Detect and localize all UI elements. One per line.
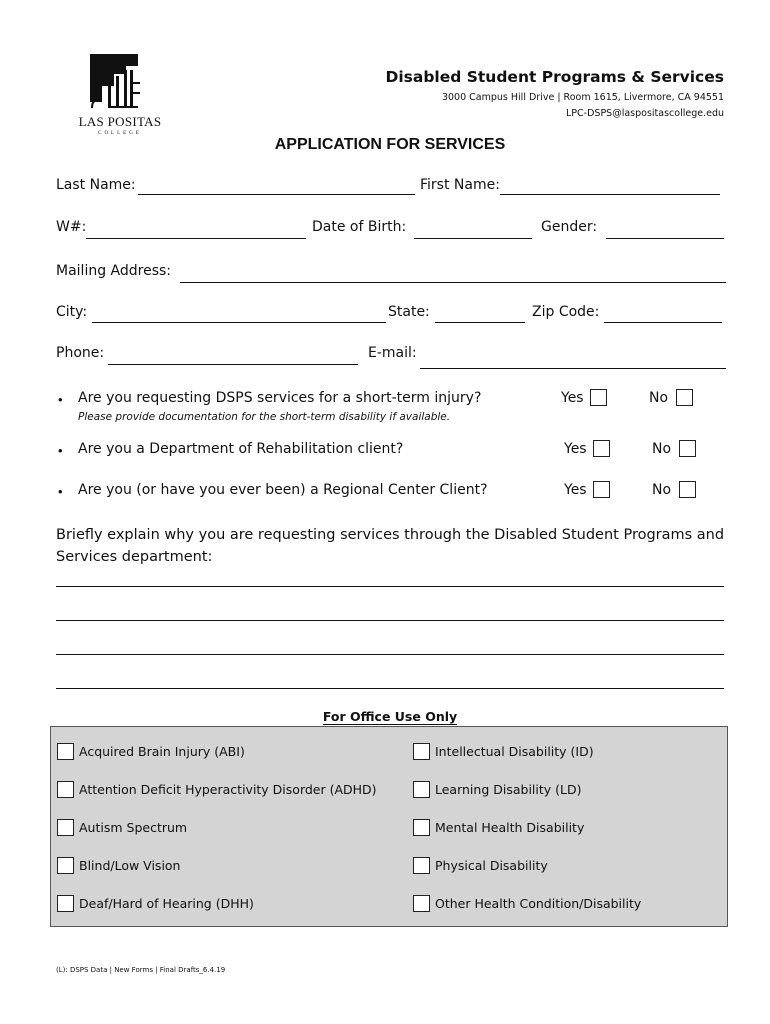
city-label: City: [56, 304, 88, 320]
q3-yes-checkbox[interactable] [593, 481, 610, 498]
id-label: Intellectual Disability (ID) [435, 744, 594, 759]
dhh-label: Deaf/Hard of Hearing (DHH) [79, 896, 254, 911]
question-short-term-injury: Are you requesting DSPS services for a short-term injury? [78, 390, 482, 406]
explanation-line[interactable] [56, 586, 724, 587]
email-label: E-mail: [368, 345, 417, 361]
gender-field[interactable] [606, 238, 724, 239]
explanation-line[interactable] [56, 688, 724, 689]
form-title: APPLICATION FOR SERVICES [274, 136, 506, 153]
phone-field[interactable] [108, 364, 358, 365]
explanation-line[interactable] [56, 620, 724, 621]
no-label: No [649, 390, 669, 406]
no-label: No [652, 482, 672, 498]
zip-field[interactable] [604, 322, 722, 323]
other-health-checkbox[interactable] [413, 895, 430, 912]
first-name-label: First Name: [420, 177, 500, 193]
question-bullet: • [58, 392, 63, 407]
question-bullet: • [58, 484, 63, 499]
other-health-label: Other Health Condition/Disability [435, 896, 642, 911]
ld-checkbox[interactable] [413, 781, 430, 798]
explanation-line[interactable] [56, 654, 724, 655]
state-label: State: [388, 304, 430, 320]
q2-no-checkbox[interactable] [679, 440, 696, 457]
mental-health-checkbox[interactable] [413, 819, 430, 836]
logo-mark-icon [68, 52, 172, 114]
dob-field[interactable] [414, 238, 532, 239]
question-short-term-note: Please provide documentation for the short-term disability if available. [78, 411, 451, 423]
q3-no-checkbox[interactable] [679, 481, 696, 498]
q1-yes-checkbox[interactable] [590, 389, 607, 406]
dob-label: Date of Birth: [312, 219, 407, 235]
q1-no-checkbox[interactable] [676, 389, 693, 406]
mental-health-label: Mental Health Disability [435, 820, 585, 835]
id-checkbox[interactable] [413, 743, 430, 760]
office-use-title [0, 709, 770, 724]
ld-label: Learning Disability (LD) [435, 782, 582, 797]
autism-label: Autism Spectrum [79, 820, 188, 835]
adhd-checkbox[interactable] [57, 781, 74, 798]
department-email: LPC-DSPS@laspositascollege.edu [566, 108, 724, 119]
zip-label: Zip Code: [532, 304, 600, 320]
w-number-label: W#: [56, 219, 87, 235]
physical-label: Physical Disability [435, 858, 548, 873]
last-name-field[interactable] [138, 194, 415, 195]
w-number-field[interactable] [86, 238, 306, 239]
city-field[interactable] [92, 322, 386, 323]
email-field[interactable] [420, 368, 726, 369]
autism-checkbox[interactable] [57, 819, 74, 836]
mailing-address-label: Mailing Address: [56, 263, 172, 279]
yes-label: Yes [564, 441, 587, 457]
question-regional-center: Are you (or have you ever been) a Regional Center Client? [78, 482, 488, 498]
state-field[interactable] [435, 322, 525, 323]
gender-label: Gender: [541, 219, 598, 235]
logo-name: LAS POSITAS [78, 114, 162, 129]
blind-label: Blind/Low Vision [79, 858, 181, 873]
footer-note: (L): DSPS Data | New Forms | Final Drafts_6.4.19 [56, 966, 226, 974]
dhh-checkbox[interactable] [57, 895, 74, 912]
no-label: No [652, 441, 672, 457]
last-name-label: Last Name: [56, 177, 136, 193]
q2-yes-checkbox[interactable] [593, 440, 610, 457]
yes-label: Yes [564, 482, 587, 498]
abi-label: Acquired Brain Injury (ABI) [79, 744, 245, 759]
blind-checkbox[interactable] [57, 857, 74, 874]
phone-label: Phone: [56, 345, 105, 361]
question-bullet: • [58, 443, 63, 458]
office-use-title-text: For Office Use Only [322, 709, 458, 724]
adhd-label: Attention Deficit Hyperactivity Disorder (ADHD) [79, 782, 377, 797]
department-address: 3000 Campus Hill Drive | Room 1615, Livermore, CA 94551 [441, 92, 724, 103]
logo-sub: COLLEGE [98, 131, 142, 136]
department-title: Disabled Student Programs & Services [385, 68, 724, 86]
first-name-field[interactable] [500, 194, 720, 195]
explanation-prompt: Briefly explain why you are requesting services through the Disabled Student Programs and Services department: [56, 527, 725, 565]
college-logo [68, 52, 172, 142]
physical-checkbox[interactable] [413, 857, 430, 874]
question-rehabilitation: Are you a Department of Rehabilitation client? [78, 441, 404, 457]
yes-label: Yes [561, 390, 584, 406]
abi-checkbox[interactable] [57, 743, 74, 760]
mailing-address-field[interactable] [180, 282, 726, 283]
